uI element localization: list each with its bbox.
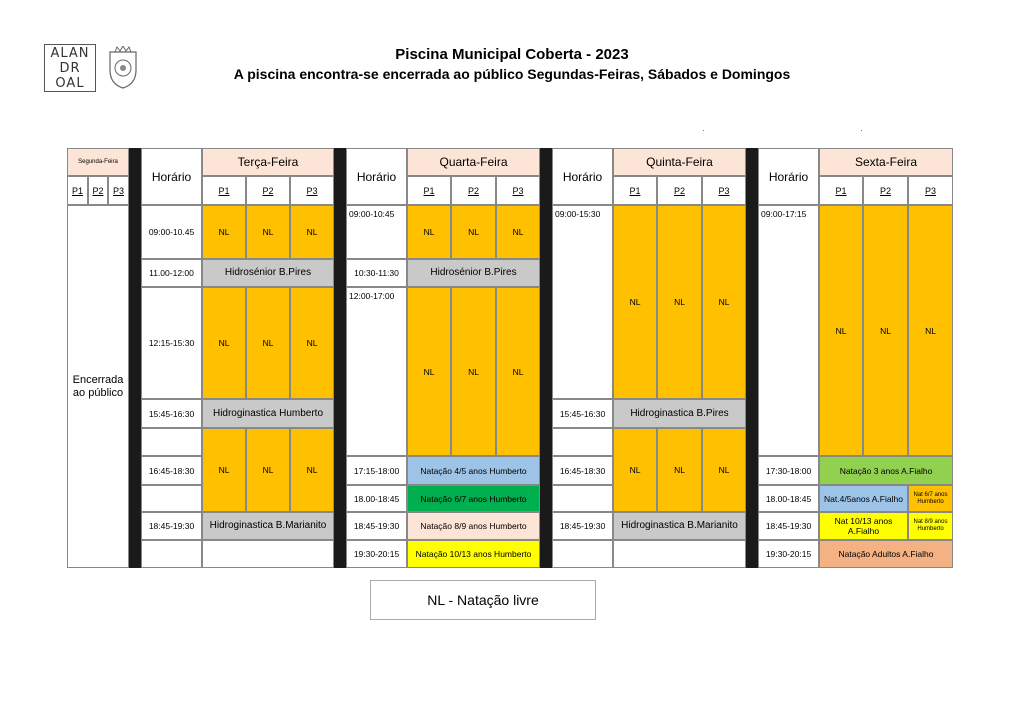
- time-slot: 16:45-18:30: [552, 456, 613, 485]
- time-slot: 15:45-16:30: [141, 399, 202, 428]
- day-header-segunda: Segunda-Feira: [67, 148, 129, 176]
- nl-cell: NL: [496, 287, 540, 456]
- nl-cell: NL: [657, 205, 702, 399]
- activity-cell: Natação 10/13 anos Humberto: [407, 540, 540, 568]
- legend-box: NL - Natação livre: [370, 580, 596, 620]
- page-title: Piscina Municipal Coberta - 2023: [395, 46, 629, 63]
- pool-header: P2: [88, 176, 108, 205]
- nl-cell: NL: [290, 287, 334, 399]
- nl-cell: NL: [246, 428, 290, 512]
- time-slot: 09:00-17:15: [758, 205, 819, 456]
- horario-header: Horário: [758, 148, 819, 205]
- activity-cell: Natação 8/9 anos Humberto: [407, 512, 540, 540]
- activity-cell: Hidroginastica B.Marianito: [613, 512, 746, 540]
- logo-line: ALAN: [50, 46, 90, 61]
- time-slot: 12:15-15:30: [141, 287, 202, 399]
- day-header-quinta: Quinta-Feira: [613, 148, 746, 176]
- time-slot: 10:30-11:30: [346, 259, 407, 287]
- time-slot-empty: [141, 485, 202, 512]
- nl-cell: NL: [246, 205, 290, 259]
- pool-header: P2: [451, 176, 496, 205]
- time-slot: 18:45-19:30: [552, 512, 613, 540]
- time-slot: 09:00-10.45: [141, 205, 202, 259]
- pool-header: P1: [407, 176, 451, 205]
- time-slot-empty: [552, 485, 613, 512]
- time-slot: 16:45-18:30: [141, 456, 202, 485]
- pool-header: P3: [290, 176, 334, 205]
- nl-cell: NL: [451, 287, 496, 456]
- nl-cell: NL: [657, 428, 702, 512]
- logo-line: OAL: [55, 76, 85, 91]
- time-slot-empty: [141, 540, 202, 568]
- time-slot: 18:45-19:30: [346, 512, 407, 540]
- nl-cell: NL: [202, 205, 246, 259]
- time-slot: 18.00-18:45: [346, 485, 407, 512]
- time-slot: 18.00-18:45: [758, 485, 819, 512]
- pool-header: P1: [613, 176, 657, 205]
- nl-cell: NL: [863, 205, 908, 456]
- time-slot: 18:45-19:30: [758, 512, 819, 540]
- nl-cell: NL: [496, 205, 540, 259]
- activity-cell: Hidroginastica B.Pires: [613, 399, 746, 428]
- pool-header: P3: [496, 176, 540, 205]
- horario-header: Horário: [552, 148, 613, 205]
- pool-header: P3: [908, 176, 953, 205]
- nl-cell: NL: [908, 205, 953, 456]
- day-header-quarta: Quarta-Feira: [407, 148, 540, 176]
- pool-header: P3: [108, 176, 129, 205]
- nl-cell: NL: [819, 205, 863, 456]
- column-separator: [334, 148, 346, 568]
- pool-header: P2: [863, 176, 908, 205]
- nl-cell: NL: [451, 205, 496, 259]
- nl-cell: NL: [290, 428, 334, 512]
- nl-cell: NL: [202, 287, 246, 399]
- time-slot: 18:45-19:30: [141, 512, 202, 540]
- activity-cell: Nat 10/13 anos A.Fialho: [819, 512, 908, 540]
- time-slot: 09:00-15:30: [552, 205, 613, 399]
- horario-header: Horário: [141, 148, 202, 205]
- page-subtitle: A piscina encontra-se encerrada ao público Segundas-Feiras, Sábados e Domingos: [233, 66, 791, 82]
- time-slot: 12:00-17:00: [346, 287, 407, 456]
- activity-cell: Hidrosénior B.Pires: [202, 259, 334, 287]
- pool-header: P1: [202, 176, 246, 205]
- closed-notice: Encerrada ao público: [67, 205, 129, 568]
- empty-cell: [613, 540, 746, 568]
- time-slot: 19:30-20:15: [758, 540, 819, 568]
- activity-cell: Hidrosénior B.Pires: [407, 259, 540, 287]
- nl-cell: NL: [702, 205, 746, 399]
- nl-cell: NL: [246, 287, 290, 399]
- activity-cell: Nat 6/7 anos Humberto: [908, 485, 953, 512]
- activity-cell: Hidroginastica Humberto: [202, 399, 334, 428]
- stray-mark: ·: [702, 126, 705, 135]
- pool-header: P2: [246, 176, 290, 205]
- horario-header: Horário: [346, 148, 407, 205]
- stray-mark: ·: [860, 126, 863, 135]
- activity-cell: Natação 3 anos A.Fialho: [819, 456, 953, 485]
- nl-cell: NL: [613, 205, 657, 399]
- nl-cell: NL: [202, 428, 246, 512]
- day-header-sexta: Sexta-Feira: [819, 148, 953, 176]
- empty-cell: [202, 540, 334, 568]
- nl-cell: NL: [613, 428, 657, 512]
- pool-header: P1: [67, 176, 88, 205]
- nl-cell: NL: [702, 428, 746, 512]
- activity-cell: Nat.4/5anos A.Fialho: [819, 485, 908, 512]
- nl-cell: NL: [407, 205, 451, 259]
- time-slot-empty: [552, 428, 613, 456]
- time-slot-empty: [141, 428, 202, 456]
- column-separator: [540, 148, 552, 568]
- time-slot: 09:00-10:45: [346, 205, 407, 259]
- activity-cell: Natação Adultos A.Fialho: [819, 540, 953, 568]
- column-separator: [746, 148, 758, 568]
- activity-cell: Natação 4/5 anos Humberto: [407, 456, 540, 485]
- activity-cell: Hidroginastica B.Marianito: [202, 512, 334, 540]
- column-separator: [129, 148, 141, 568]
- logo-line: DR: [59, 61, 81, 76]
- pool-header: P1: [819, 176, 863, 205]
- day-header-terca: Terça-Feira: [202, 148, 334, 176]
- nl-cell: NL: [290, 205, 334, 259]
- pool-header: P3: [702, 176, 746, 205]
- time-slot: 17:30-18:00: [758, 456, 819, 485]
- pool-header: P2: [657, 176, 702, 205]
- time-slot-empty: [552, 540, 613, 568]
- time-slot: 15:45-16:30: [552, 399, 613, 428]
- nl-cell: NL: [407, 287, 451, 456]
- time-slot: 11.00-12:00: [141, 259, 202, 287]
- time-slot: 19:30-20:15: [346, 540, 407, 568]
- activity-cell: Natação 6/7 anos Humberto: [407, 485, 540, 512]
- activity-cell: Nat 8/9 anos Humberto: [908, 512, 953, 540]
- time-slot: 17:15-18:00: [346, 456, 407, 485]
